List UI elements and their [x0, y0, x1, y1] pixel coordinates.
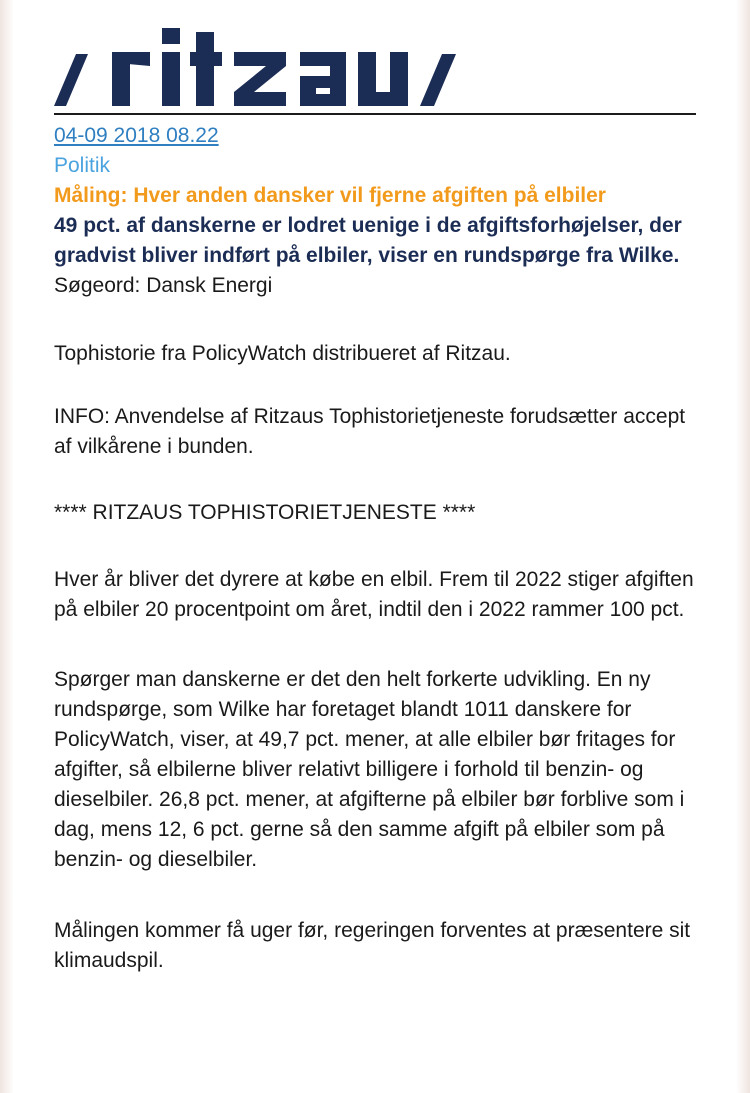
article-paragraph: Hver år bliver det dyrere at købe en elbil. Frem til 2022 stiger afgiften på elbiler 20 procentpoint om året, indtil den i 2022 rammer 100 pct.	[54, 568, 694, 621]
ritzau-logo	[54, 22, 458, 110]
header-divider	[54, 113, 696, 115]
article-lead: 49 pct. af danskerne er lodret uenige i de afgiftsforhøjelser, der gradvist bliver indført på elbiler, viser en rundspørge fra Wilke.	[54, 214, 682, 267]
page-edge-left	[0, 0, 14, 1093]
article-keywords: Søgeord: Dansk Energi	[54, 274, 273, 297]
article-content	[54, 121, 696, 976]
article-paragraph: INFO: Anvendelse af Ritzaus Tophistorietjeneste forudsætter accept af vilkårene i bunden.	[54, 405, 686, 458]
article-headline: Måling: Hver anden dansker vil fjerne afgiften på elbiler	[54, 184, 606, 207]
article-date-link[interactable]: 04-09 2018 08.22	[54, 124, 219, 147]
article-paragraph: Målingen kommer få uger før, regeringen forventes at præsentere sit klimaudspil.	[54, 919, 691, 972]
article-paragraph: **** RITZAUS TOPHISTORIETJENESTE ****	[54, 501, 476, 524]
page-edge-right	[736, 0, 750, 1093]
article-date-row	[54, 121, 696, 151]
article-paragraph: Tophistorie fra PolicyWatch distribueret af Ritzau.	[54, 342, 511, 365]
article-paragraph: Spørger man danskerne er det den helt forkerte udvikling. En ny rundspørge, som Wilke har foretaget blandt 1011 danskere for PolicyWatch, viser, at 49,7 pct. mener, at alle elbiler bør fritages for afgifter, så elbilerne bliver relativt billigere i forhold til benzin- og dieselbiler. 26,8 pct. mener, at afgifterne på elbiler bør forblive som i dag, mens 12, 6 pct. gerne så den samme afgift på elbiler som på benzin- og dieselbiler.	[54, 668, 685, 871]
article-category: Politik	[54, 154, 111, 177]
